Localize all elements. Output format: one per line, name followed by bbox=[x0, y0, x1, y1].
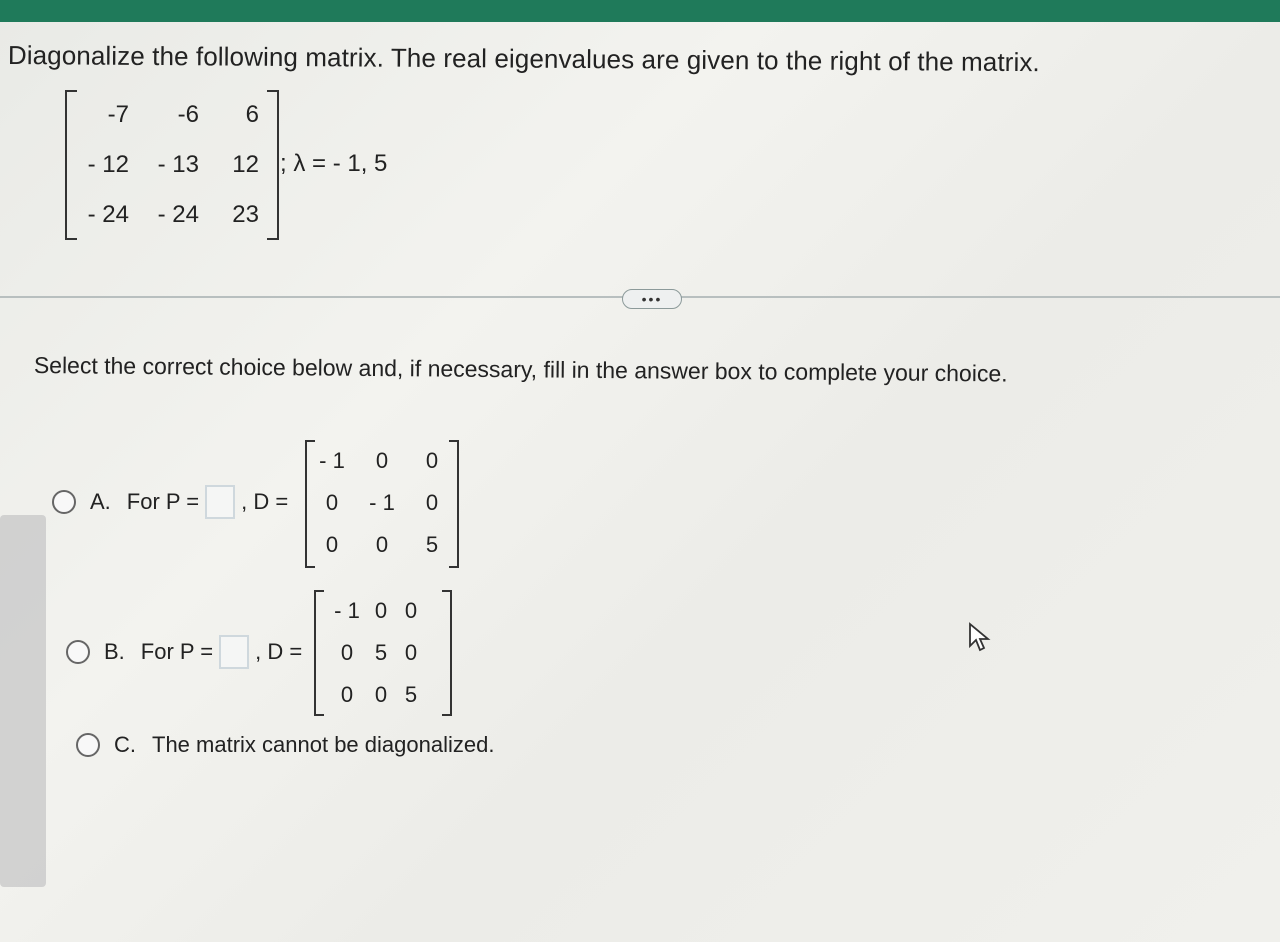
scrollbar[interactable] bbox=[0, 515, 46, 887]
matrix-cell: 0 bbox=[425, 490, 439, 515]
choice-a-prefix: For P = bbox=[126, 489, 200, 514]
mouse-cursor-icon bbox=[968, 622, 992, 652]
matrix-cell: 5 bbox=[404, 682, 418, 707]
radio-c[interactable] bbox=[76, 733, 100, 757]
given-matrix bbox=[65, 90, 279, 240]
matrix-cell: 5 bbox=[374, 640, 388, 665]
matrix-cell: - 12 bbox=[87, 151, 129, 178]
radio-b[interactable] bbox=[66, 640, 90, 664]
choice-a-d-label: , D = bbox=[241, 489, 289, 514]
matrix-cell: -7 bbox=[107, 101, 129, 128]
matrix-cell: 5 bbox=[425, 532, 439, 557]
matrix-cell: 0 bbox=[340, 682, 354, 707]
matrix-cell: 6 bbox=[245, 101, 259, 128]
matrix-cell: 0 bbox=[325, 532, 339, 557]
matrix-cell: 0 bbox=[374, 598, 388, 623]
matrix-cell: - 24 bbox=[87, 201, 129, 228]
matrix-cell: 0 bbox=[374, 682, 388, 707]
matrix-cell: 0 bbox=[404, 640, 418, 665]
choice-c[interactable] bbox=[76, 732, 494, 758]
radio-a[interactable] bbox=[52, 490, 76, 514]
choice-b-letter: B. bbox=[104, 639, 125, 664]
matrix-cell: 12 bbox=[232, 151, 259, 178]
matrix-cell: - 1 bbox=[319, 448, 345, 473]
choice-c-letter: C. bbox=[114, 732, 136, 757]
matrix-cell: 23 bbox=[232, 201, 259, 228]
matrix-cell: - 1 bbox=[334, 598, 360, 623]
matrix-cell: - 13 bbox=[157, 151, 199, 178]
more-options-button[interactable]: ••• bbox=[622, 289, 682, 309]
matrix-cell: 0 bbox=[325, 490, 339, 515]
matrix-cell: 0 bbox=[425, 448, 439, 473]
eigenvalues-text: ; λ = - 1, 5 bbox=[280, 150, 388, 177]
top-bar bbox=[0, 0, 1280, 22]
instruction-text: Select the correct choice below and, if necessary, fill in the answer box to complete your choice. bbox=[33, 352, 1008, 387]
p-input-b[interactable] bbox=[219, 635, 249, 669]
p-input-a[interactable] bbox=[205, 485, 235, 519]
choice-a-letter: A. bbox=[90, 489, 111, 514]
choice-a[interactable] bbox=[52, 485, 288, 519]
matrix-d-a bbox=[305, 440, 459, 568]
choice-c-text: The matrix cannot be diagonalized. bbox=[152, 732, 495, 757]
matrix-cell: 0 bbox=[375, 448, 389, 473]
matrix-cell: 0 bbox=[404, 598, 418, 623]
matrix-cell: - 24 bbox=[157, 201, 199, 228]
choice-b[interactable] bbox=[66, 635, 302, 669]
choice-b-prefix: For P = bbox=[140, 639, 214, 664]
matrix-cell: -6 bbox=[177, 101, 199, 128]
matrix-cell: 0 bbox=[340, 640, 354, 665]
question-text: Diagonalize the following matrix. The real eigenvalues are given to the right of the matrix. bbox=[7, 40, 1040, 78]
matrix-cell: 0 bbox=[375, 532, 389, 557]
matrix-cell: - 1 bbox=[369, 490, 395, 515]
matrix-d-b bbox=[314, 590, 452, 716]
choice-b-d-label: , D = bbox=[255, 639, 303, 664]
